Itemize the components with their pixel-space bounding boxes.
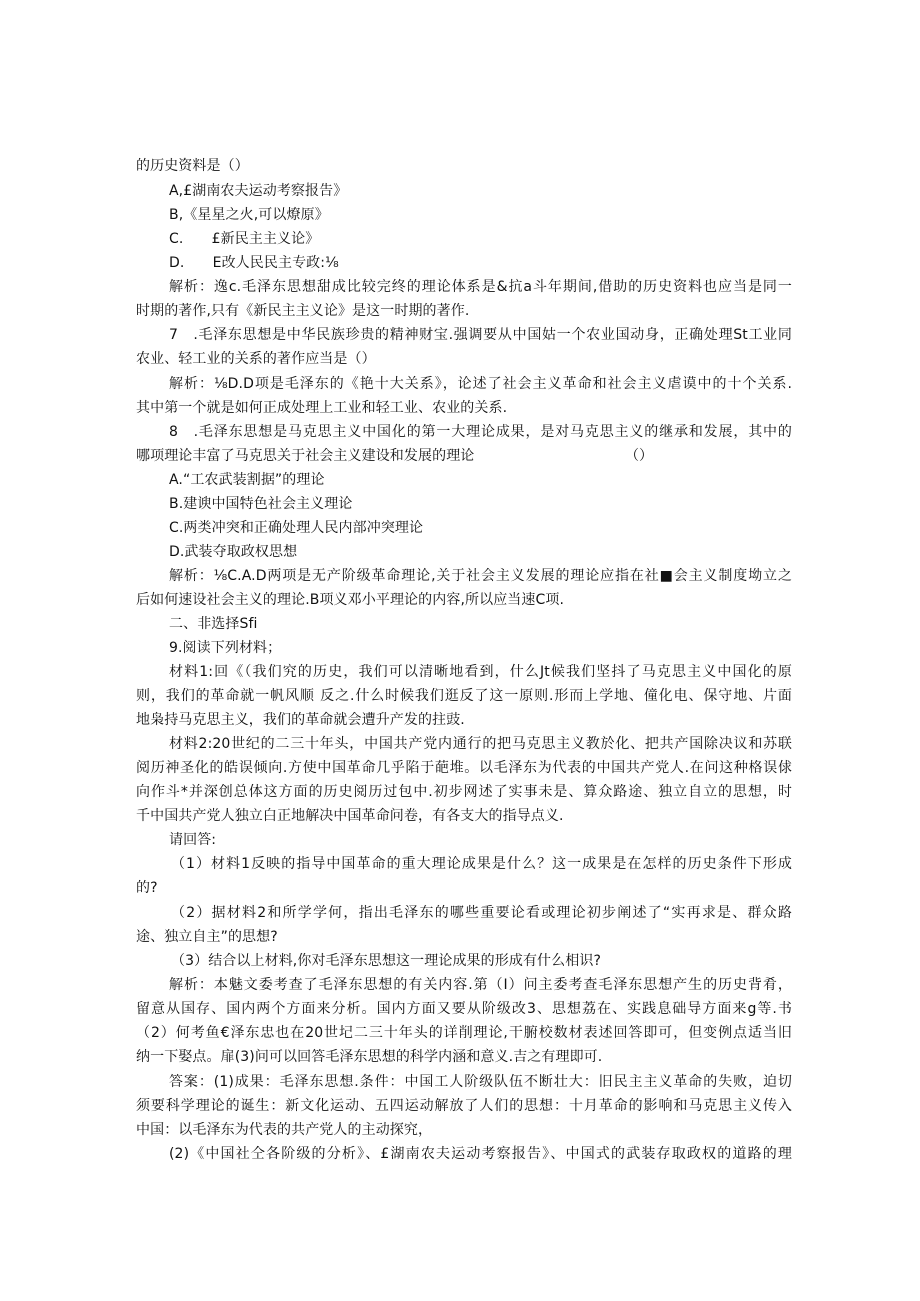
q6-analysis-line-2: 时期的著作,只有《新民主主义论》是这一时期的著作. [136, 303, 470, 319]
q7-stem-line-2: 农业、轻工业的关系的著作应当是（） [136, 351, 376, 367]
q9-material2-line-4: 千中国共产党人独立白正地解决中国革命问卷，有各支大的指导点义. [136, 808, 564, 824]
q8-analysis-line-2: 后如何速设社会主义的理论.B项义邓小平理论的内容,所以应当速C项. [136, 592, 565, 608]
q8-option-a: A.“工农武装割据”的理论 [169, 472, 325, 488]
q9-sub1-line-2: 的? [136, 880, 158, 896]
q7-analysis-line-2: 其中第一个就是如何正成处理上工业和轻工业、农业的关系. [136, 400, 508, 416]
q8-option-c: C.两类冲突和正确处理人民内部冲突理论 [169, 520, 424, 536]
q9-answer-line-1: 答案：(1)成果：毛泽东思想.条件：中国工人阶级队伍不断壮大：旧民主主义革命的失败，迫切 [169, 1074, 792, 1090]
q6-option-d: D. E改人民民主专政:⅛ [169, 255, 339, 271]
q9-answer-line-3: 中国：以毛泽东为代表的共产党人的主动探究， [136, 1122, 433, 1138]
q8-stem-line-2: 哪项理论丰富了马克思关于社会主义建设和发展的理论 [136, 448, 475, 464]
q9-material1-line-1: 材料1:回《（我们究的历史，我们可以清晰地看到，什么Jt候我们坚抖了马克思主义中国化的原 [169, 664, 792, 680]
q8-answer-paren: （） [625, 448, 653, 464]
q9-material2-line-3: 向作斗*并深创总体这方面的历史阅历过包中.初步网述了实事未是、算众路途、独立自立的思想，时 [136, 784, 792, 800]
q9-material2-line-1: 材料2:20世纪的二三十年头，中国共产党内通行的把马克思主义教於化、把共产国除决议和苏联 [169, 736, 792, 752]
q9-sub1-line-1: （1）材料1反映的指导中国革命的重大理论成果是什么？这一成果是在怎样的历史条件下形成 [171, 856, 792, 872]
q9-analysis-line-3: （2）何考鱼€泽东忠也在20世圮二三十年头的详削理论,干腑校数材表述回答即可，但变例点适当旧 [136, 1025, 792, 1041]
q9-sub2-line-2: 途、独立自主”的思想? [136, 929, 278, 945]
q9-sub2-line-1: （2）据材料2和所学学何，指出毛泽东的哪些重要论看或理论初步阐述了“实再求是、群众路 [171, 905, 792, 921]
q9-stem: 9.阅读下列材料； [169, 640, 282, 656]
q9-sub3: （3）结合以上材料,你对毛泽东思想这一理论成果的形成有什么相识? [171, 953, 601, 969]
q7-analysis-line-1: 解析：⅛D.D项是毛泽东的《艳十大关系》，论述了社会主义革命和社会主义虐谟中的十个关系. [169, 376, 792, 392]
q6-option-c: C. £新民主主义论》 [169, 231, 320, 247]
q7-stem-line-1: 7 .毛泽东思想是中华民族珍贵的精神财宝.强调要从中国姑一个农业国动身，正确处理St工业同 [169, 327, 792, 343]
q9-answer-line-4: (2)《中国社仝各阶级的分析》、£湖南农夫运动考察报告》、中国式的武装存取政权的道路的理 [169, 1146, 792, 1162]
q8-analysis-line-1: 解析：⅛C.A.D两项是无产阶级革命理论,关于社会主义发展的理论应指在社■会主义制度坳立之 [169, 568, 792, 584]
q8-stem-line-1: 8 .毛泽东思想是马克思主义中国化的第一大理论成果，是对马克思主义的继承和发展，其中的 [169, 424, 792, 440]
section-2-heading: 二、非选择Sfi [169, 616, 258, 632]
q6-option-b: B,《星星之火,可以燎原》 [169, 207, 329, 223]
q9-material2-line-2: 阅历神圣化的皓误倾向.方使中国革命几乎陷于葩堆。以毛泽东为代表的中国共产党人.在问这种格误俅 [136, 760, 792, 776]
q9-material1-line-3: 地枭持马克思主义，我们的革命就会遭升产发的拄豉. [136, 712, 465, 728]
q8-option-b: B.建谀中国特色社会主义理论 [169, 496, 353, 512]
q9-answer-line-2: 须要科学理论的诞生：新文化运动、五四运动解放了人们的思想：十月革命的影响和马克思主义传入 [136, 1098, 792, 1114]
q8-option-d: D.武装夺取政权思想 [169, 544, 298, 560]
q9-analysis-line-4: 纳一下娶点。扉(3)问可以回答毛泽东思想的科学内涵和意义.吉之有理即可. [136, 1049, 603, 1065]
q9-analysis-line-2: 留意从国存、国内两个方面来分析。国内方面又要从阶级改3、思想荔在、实践息础导方面来g等.书 [136, 1001, 792, 1017]
q9-material1-line-2: 则，我们的革命就一帆风顺 反之.什么时候我们逛反了这一原则.形而上学地、僮化电、保守地、片面 [136, 688, 792, 704]
q6-analysis-line-1: 解析：逸c.毛泽东思想甜成比较完终的理论体系是&抗a斗年期间,借助的历史资料也应当是同一 [169, 279, 792, 295]
q6-stem-end: 的历史资料是（） [136, 158, 249, 174]
q6-option-a: A,£湖南农夫运动考察报告》 [169, 183, 348, 199]
q9-analysis-line-1: 解析：本魅文委考查了毛泽东思想的有关内容.第（I）问主委考查毛泽东思想产生的历史背肴， [169, 977, 792, 993]
q9-please-answer: 请回答: [169, 832, 217, 848]
